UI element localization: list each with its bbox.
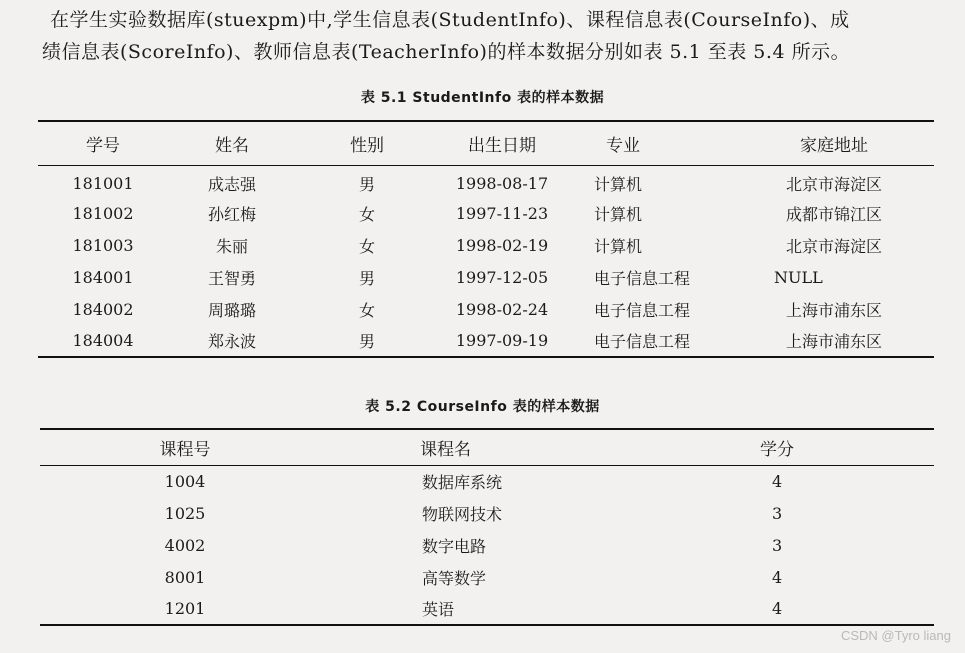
cell-birth-date: 1997-09-19: [455, 331, 549, 350]
cell-gender: 男: [358, 332, 375, 351]
cell-course-id: 8001: [164, 567, 206, 587]
cell-credits: 4: [772, 471, 783, 491]
column-header: 学分: [760, 439, 794, 460]
table-5-1-caption: 表 5.1 StudentInfo 表的样本数据: [360, 90, 605, 106]
intro-line-1: 在学生实验数据库(stuexpm)中,学生信息表(StudentInfo)、课程信息表(CourseInfo)、成: [50, 9, 850, 31]
table-header-row: [40, 429, 934, 465]
table-header-row: [38, 121, 934, 165]
table-row: [38, 197, 934, 229]
cell-birth-date: 1998-02-19: [455, 235, 549, 255]
column-header: 出生日期: [468, 135, 536, 156]
table-row: [38, 165, 934, 197]
cell-name: 郑永波: [207, 332, 256, 351]
column-header: 家庭地址: [800, 135, 868, 156]
cell-birth-date: 1998-02-24: [455, 299, 549, 319]
cell-address: 成都市锦江区: [785, 204, 882, 224]
column-header: 姓名: [215, 135, 249, 156]
cell-credits: 4: [772, 567, 783, 587]
cell-gender: 男: [358, 268, 375, 288]
cell-name: 周璐璐: [207, 300, 256, 320]
cell-course-id: 1004: [164, 471, 206, 491]
cell-course-name: 数字电路: [422, 536, 487, 556]
column-header: 学号: [86, 135, 120, 156]
cell-credits: 4: [772, 599, 783, 618]
cell-major: 计算机: [594, 174, 643, 194]
cell-name: 王智勇: [207, 268, 256, 288]
cell-birth-date: 1998-08-17: [455, 173, 549, 193]
cell-birth-date: 1997-12-05: [455, 267, 549, 287]
cell-major: 计算机: [594, 236, 643, 256]
cell-address: 北京市海淀区: [785, 236, 882, 256]
cell-course-id: 1201: [164, 599, 206, 618]
cell-student-id: 184002: [72, 299, 134, 319]
course-info-table: [40, 428, 934, 626]
cell-student-id: 181002: [72, 203, 134, 223]
cell-gender: 女: [358, 300, 375, 320]
cell-major: 电子信息工程: [594, 300, 691, 320]
cell-student-id: 184004: [72, 331, 134, 350]
table-row: [38, 229, 934, 261]
cell-address: 上海市浦东区: [785, 332, 882, 351]
column-header: 课程号: [159, 439, 211, 460]
cell-course-name: 物联网技术: [422, 504, 503, 524]
cell-major: 电子信息工程: [594, 268, 691, 288]
column-header: 专业: [606, 135, 640, 156]
column-header: 课程名: [420, 439, 471, 460]
intro-paragraph: [42, 4, 950, 68]
cell-gender: 女: [358, 204, 375, 224]
cell-address: 北京市海淀区: [785, 174, 882, 194]
table-row: [40, 497, 934, 529]
cell-name: 成志强: [207, 174, 256, 194]
table-row: [40, 465, 934, 497]
table-row: [38, 261, 934, 293]
cell-major: 计算机: [594, 204, 643, 224]
cell-major: 电子信息工程: [594, 332, 691, 351]
cell-course-id: 4002: [164, 535, 206, 555]
cell-student-id: 181001: [72, 173, 134, 193]
cell-credits: 3: [772, 503, 783, 523]
cell-address: 上海市浦东区: [785, 300, 882, 320]
cell-course-name: 高等数学: [422, 568, 487, 588]
cell-address: NULL: [774, 267, 823, 287]
cell-name: 朱丽: [215, 236, 248, 256]
cell-birth-date: 1997-11-23: [455, 203, 549, 223]
table-row: [40, 529, 934, 561]
cell-student-id: 181003: [72, 235, 134, 255]
table-row: [40, 561, 934, 593]
cell-name: 孙红梅: [207, 204, 256, 224]
csdn-watermark: CSDN @Tyro liang: [840, 628, 951, 643]
table-row: [40, 593, 934, 625]
cell-credits: 3: [772, 535, 783, 555]
cell-course-name: 英语: [422, 600, 455, 619]
cell-student-id: 184001: [72, 267, 134, 287]
intro-line-2: 绩信息表(ScoreInfo)、教师信息表(TeacherInfo)的样本数据分别如表 5.1 至表 5.4 所示。: [42, 41, 851, 63]
student-info-table: [38, 120, 934, 358]
table-row: [38, 325, 934, 357]
table-row: [38, 293, 934, 325]
column-header: 性别: [350, 135, 384, 156]
cell-course-id: 1025: [164, 503, 206, 523]
table-5-2-caption: 表 5.2 CourseInfo 表的样本数据: [365, 399, 600, 415]
cell-gender: 男: [358, 174, 375, 194]
cell-course-name: 数据库系统: [422, 472, 503, 492]
cell-gender: 女: [358, 236, 375, 256]
